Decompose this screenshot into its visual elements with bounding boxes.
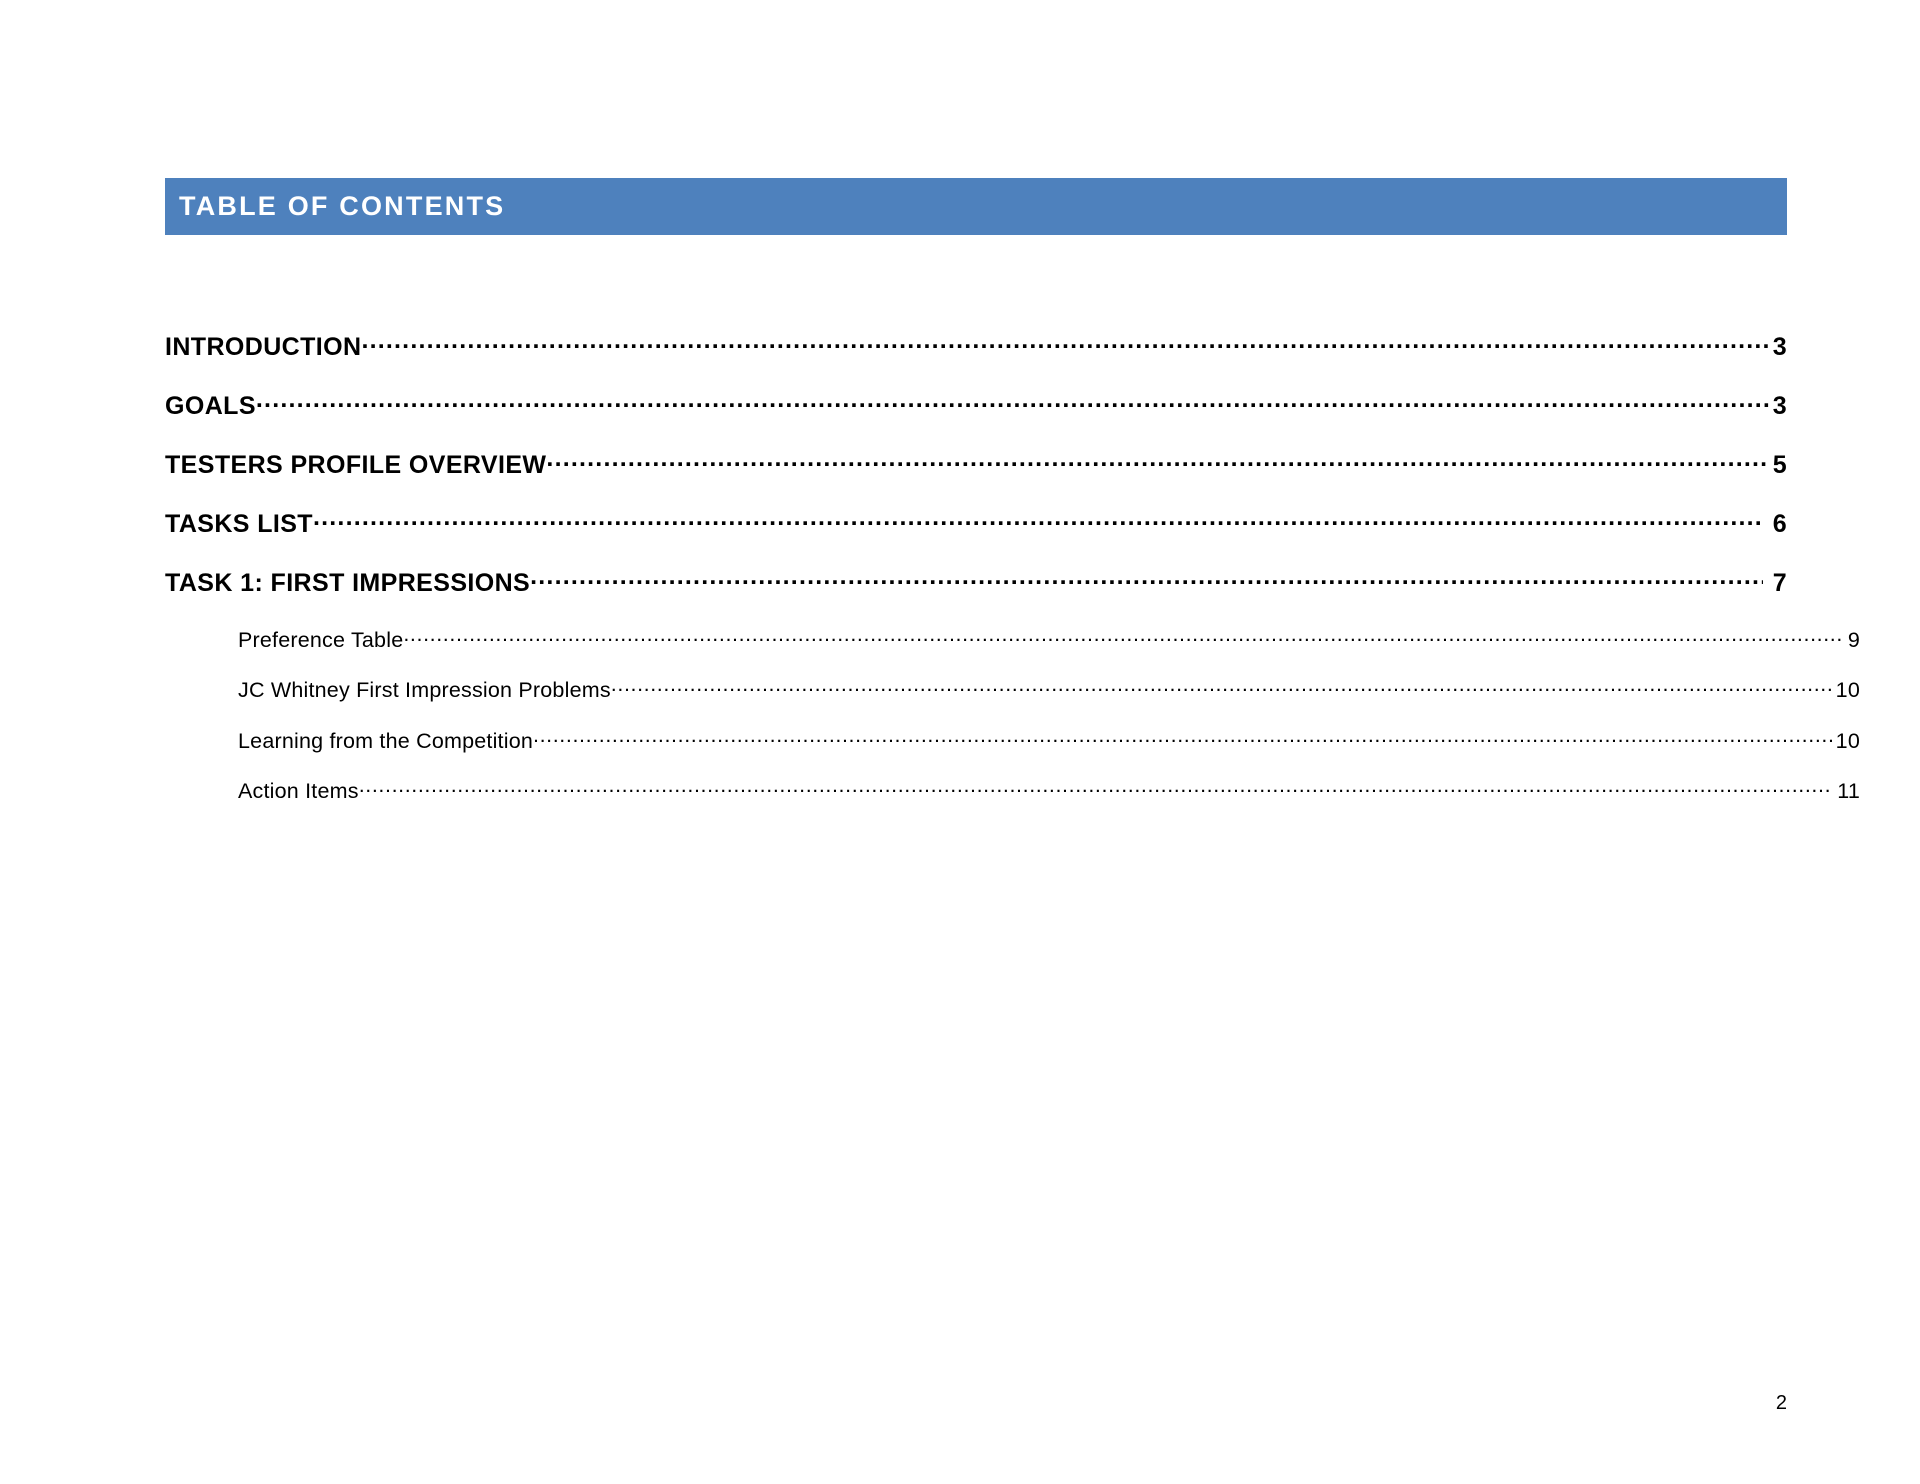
toc-entry-testers-profile-overview[interactable]	[165, 448, 1787, 480]
toc-entry-page: 5	[1772, 451, 1787, 479]
toc-entry-page: 6	[1772, 510, 1787, 538]
toc-entry-label: INTRODUCTION	[165, 333, 362, 361]
toc-leader-dots	[546, 448, 1768, 473]
toc-leader-dots	[611, 676, 1832, 698]
page-title: TABLE OF CONTENTS	[179, 191, 506, 221]
toc-entry-page: 3	[1772, 392, 1787, 420]
toc-entry-preference-table[interactable]	[165, 625, 1860, 653]
toc-entry-learning-from-the-competition[interactable]	[165, 726, 1860, 754]
toc-entry-tasks-list[interactable]	[165, 507, 1787, 539]
toc-leader-dots	[533, 726, 1832, 748]
toc-leader-dots	[403, 625, 1843, 647]
toc-entry-label: Preference Table	[238, 627, 404, 652]
toc-leader-dots	[256, 389, 1769, 414]
toc-entry-page: 3	[1772, 333, 1787, 361]
toc-entry-page: 10	[1835, 728, 1860, 753]
table-of-contents-banner	[165, 178, 1787, 235]
toc-entry-page: 9	[1847, 627, 1860, 652]
toc-entry-action-items[interactable]	[165, 777, 1860, 805]
toc-entry-task-1-first-impressions[interactable]	[165, 566, 1787, 598]
toc-entry-label: TASK 1: FIRST IMPRESSIONS	[165, 569, 531, 597]
toc-entry-page: 10	[1835, 678, 1860, 702]
toc-entry-page: 7	[1772, 569, 1787, 597]
toc-entry-label: JC Whitney First Impression Problems	[238, 678, 611, 702]
toc-entry-label: Action Items	[238, 779, 359, 803]
table-of-contents-list	[165, 330, 1860, 827]
toc-leader-dots	[530, 566, 1763, 591]
toc-leader-dots	[359, 777, 1834, 799]
toc-entry-label: Learning from the Competition	[238, 728, 534, 753]
toc-leader-dots	[313, 507, 1763, 532]
footer-page-number: 2	[1775, 1392, 1787, 1414]
toc-leader-dots	[361, 330, 1768, 355]
toc-entry-jc-whitney-first-impression-problems[interactable]	[165, 676, 1860, 704]
toc-entry-label: TASKS LIST	[165, 510, 313, 538]
toc-entry-goals[interactable]	[165, 389, 1787, 421]
toc-entry-introduction[interactable]	[165, 330, 1787, 362]
toc-entry-label: GOALS	[165, 392, 256, 420]
toc-entry-page: 11	[1837, 779, 1860, 803]
toc-entry-label: TESTERS PROFILE OVERVIEW	[165, 451, 547, 479]
